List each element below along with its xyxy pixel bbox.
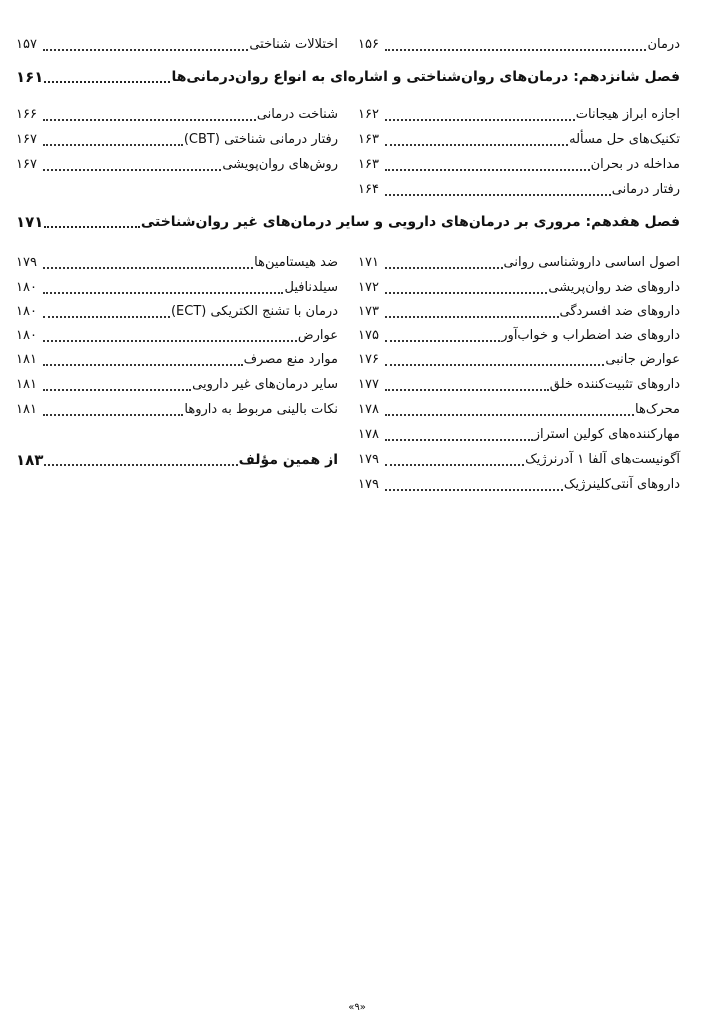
toc-entry (16, 102, 338, 126)
entry-title: سیلدنافیل (284, 280, 338, 295)
chapter-title: فصل شانزدهم: درمان‌های روان‌شناختی و اشاره‌ای به انواع روان‌درمانی‌ها (171, 69, 680, 85)
toc-row (16, 347, 680, 371)
toc-row (16, 275, 680, 299)
entry-title: شناخت درمانی (256, 107, 338, 122)
toc-entry (16, 250, 338, 274)
entry-title: عوارض (297, 328, 338, 343)
entry-title: داروهای آنتی‌کلینرژیک (563, 477, 680, 492)
dot-leader (43, 289, 283, 294)
entry-page: ۱۵۷ (16, 37, 37, 52)
entry-page: ۱۶۷ (16, 132, 37, 147)
entry-title: تکنیک‌های حل مسأله (569, 132, 680, 147)
dot-leader (385, 436, 533, 441)
entry-title: اصول اساسی داروشناسی روانی (503, 255, 680, 270)
toc-row (16, 102, 680, 126)
entry-page: ۱۶۷ (16, 157, 37, 172)
entry-title: داروهای تثبیت‌کننده خلق (549, 377, 680, 392)
dot-leader (385, 46, 646, 51)
toc-entry (16, 299, 338, 323)
toc-entry (358, 177, 680, 201)
dot-leader (385, 411, 634, 416)
toc-entry-bold (16, 447, 338, 471)
empty-column (16, 177, 338, 201)
entry-page: ۱۷۸ (358, 402, 379, 417)
dot-leader (44, 223, 139, 228)
toc-entry (16, 347, 338, 371)
dot-leader (385, 461, 524, 466)
entry-title: داروهای ضد افسردگی (559, 304, 680, 319)
toc-entry (16, 275, 338, 299)
toc-entry (16, 323, 338, 347)
dot-leader (43, 116, 256, 121)
entry-page: ۱۸۱ (16, 402, 37, 417)
entry-title: داروهای ضد اضطراب و خواب‌آور (501, 328, 680, 343)
toc-row (16, 397, 680, 421)
dot-leader (43, 313, 170, 318)
entry-title: سایر درمان‌های غیر دارویی (192, 377, 338, 392)
entry-page: ۱۷۲ (358, 280, 379, 295)
dot-leader (385, 313, 559, 318)
toc-entry (358, 347, 680, 371)
dot-leader (43, 141, 183, 146)
entry-page: ۱۷۸ (358, 427, 379, 442)
chapter-heading (16, 66, 680, 88)
dot-leader (385, 141, 568, 146)
empty-column (16, 472, 338, 496)
toc-entry (358, 250, 680, 274)
toc-entry (16, 152, 338, 176)
entry-title: ضد هیستامین‌ها (254, 255, 338, 270)
toc-row (16, 422, 680, 446)
toc-entry (16, 127, 338, 151)
dot-leader (385, 191, 611, 196)
entry-page: ۱۷۹ (358, 452, 379, 467)
entry-title: از همین مؤلف (238, 452, 338, 468)
entry-page: ۱۷۷ (358, 377, 379, 392)
entry-page: ۱۶۲ (358, 107, 379, 122)
entry-title: اجازه ابراز هیجانات (575, 107, 680, 122)
dot-leader (385, 486, 563, 491)
entry-page: ۱۸۱ (16, 377, 37, 392)
chapter-heading (16, 211, 680, 233)
toc-entry (16, 372, 338, 396)
entry-page: ۱۸۰ (16, 328, 37, 343)
toc-row (16, 250, 680, 274)
toc-entry (358, 397, 680, 421)
dot-leader (385, 264, 503, 269)
toc-entry (358, 422, 680, 446)
toc-row (16, 152, 680, 176)
dot-leader (43, 264, 253, 269)
dot-leader (44, 78, 170, 83)
toc-entry (358, 275, 680, 299)
toc-row (16, 177, 680, 201)
entry-title: داروهای ضد روان‌پریشی (548, 280, 680, 295)
toc-entry (16, 397, 338, 421)
toc-row (16, 299, 680, 323)
toc-entry (358, 32, 680, 56)
entry-page: ۱۵۶ (358, 37, 379, 52)
dot-leader (385, 361, 604, 366)
toc-entry (358, 472, 680, 496)
chapter-page: ۱۷۱ (16, 213, 44, 231)
entry-page: ۱۷۱ (358, 255, 379, 270)
dot-leader (43, 361, 243, 366)
dot-leader (385, 337, 500, 342)
empty-column (16, 422, 338, 446)
toc-row (16, 447, 680, 471)
dot-leader (44, 461, 237, 466)
toc-entry (358, 299, 680, 323)
entry-title: رفتار درمانی (611, 182, 680, 197)
toc-entry (16, 32, 338, 56)
entry-title: درمان با تشنج الکتریکی (ECT) (170, 304, 338, 319)
dot-leader (385, 116, 575, 121)
entry-page: ۱۶۳ (358, 132, 379, 147)
toc-entry (358, 447, 680, 471)
toc-row (16, 127, 680, 151)
entry-page: ۱۷۹ (16, 255, 37, 270)
entry-page: ۱۸۱ (16, 352, 37, 367)
toc-entry (358, 323, 680, 347)
entry-page: ۱۶۶ (16, 107, 37, 122)
entry-title: روش‌های روان‌پویشی (222, 157, 338, 172)
toc-entry (358, 102, 680, 126)
toc-row (16, 323, 680, 347)
dot-leader (385, 386, 549, 391)
dot-leader (43, 411, 183, 416)
entry-page: ۱۷۶ (358, 352, 379, 367)
entry-page: ۱۷۳ (358, 304, 379, 319)
dot-leader (43, 337, 297, 342)
dot-leader (385, 166, 590, 171)
toc-row (16, 32, 680, 56)
entry-title: اختلالات شناختی (249, 37, 338, 52)
page-number: «۹» (348, 1002, 366, 1013)
entry-title: مداخله در بحران (590, 157, 680, 172)
entry-title: درمان (647, 37, 680, 52)
chapter-title: فصل هفدهم: مروری بر درمان‌های دارویی و سایر درمان‌های غیر روان‌شناختی (140, 214, 680, 230)
entry-title: آگونیست‌های آلفا ۱ آدرنرژیک (525, 452, 680, 467)
toc-entry (358, 372, 680, 396)
dot-leader (43, 46, 248, 51)
entry-page: ۱۷۹ (358, 477, 379, 492)
dot-leader (385, 289, 547, 294)
dot-leader (43, 166, 221, 171)
entry-page: ۱۸۰ (16, 304, 37, 319)
entry-page: ۱۸۳ (16, 451, 44, 469)
toc-entry (358, 127, 680, 151)
chapter-page: ۱۶۱ (16, 68, 44, 86)
entry-title: رفتار درمانی شناختی (CBT) (183, 132, 338, 147)
entry-page: ۱۸۰ (16, 280, 37, 295)
entry-title: موارد منع مصرف (243, 352, 338, 367)
entry-page: ۱۶۴ (358, 182, 379, 197)
entry-title: عوارض جانبی (605, 352, 680, 367)
dot-leader (43, 386, 191, 391)
entry-page: ۱۶۳ (358, 157, 379, 172)
toc-entry (358, 152, 680, 176)
entry-page: ۱۷۵ (358, 328, 379, 343)
entry-title: مهارکننده‌های کولین استراز (533, 427, 680, 442)
toc-row (16, 372, 680, 396)
entry-title: محرک‌ها (635, 402, 680, 417)
entry-title: نکات بالینی مربوط به داروها (184, 402, 338, 417)
toc-row (16, 472, 680, 496)
